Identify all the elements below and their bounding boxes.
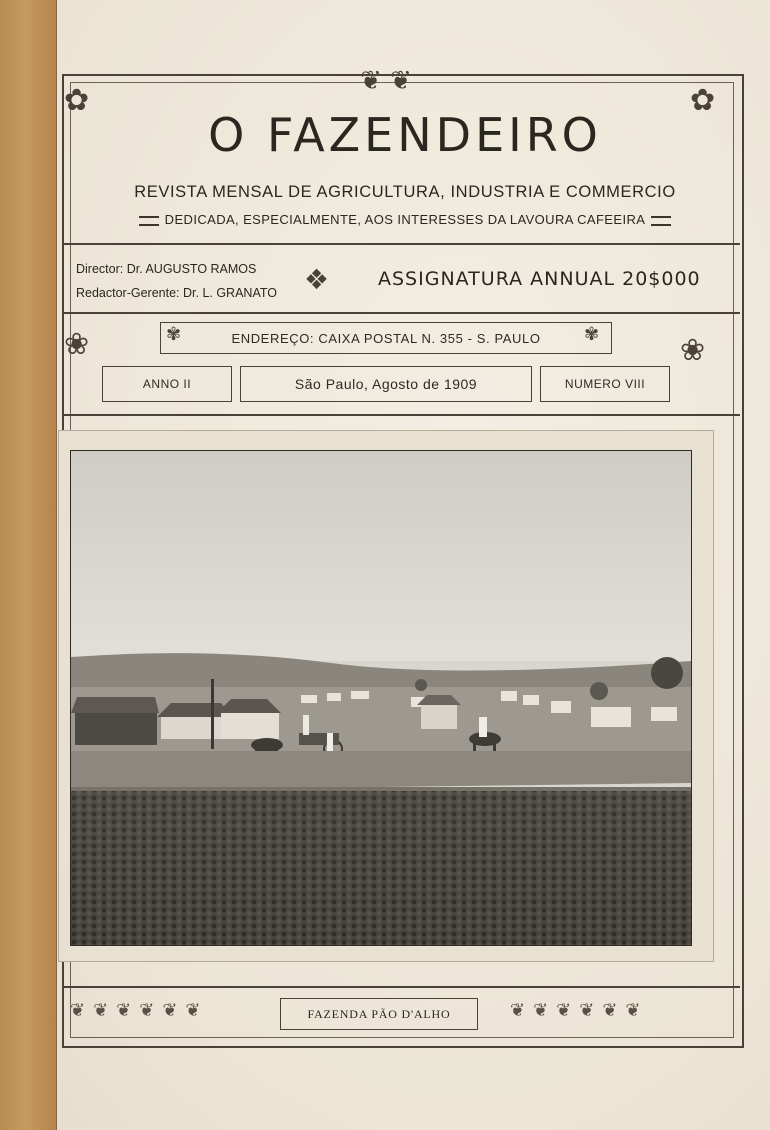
divider: [62, 986, 740, 988]
side-flower-icon: ❀: [64, 327, 90, 362]
divider: [62, 243, 740, 245]
clover-ornament-icon: ❖: [304, 263, 330, 296]
divider: [62, 414, 740, 416]
year-box: [102, 366, 232, 402]
top-flourish-icon: ❦ ❦: [360, 66, 412, 96]
date-box: [240, 366, 532, 402]
issue-date: São Paulo, Agosto de 1909: [294, 376, 478, 392]
photo-caption-box: [280, 998, 478, 1030]
address-box: [160, 322, 612, 354]
right-vine-ornament-icon: ❦❦❦❦❦❦: [510, 1000, 649, 1021]
address-text: ENDEREÇO: CAIXA POSTAL N. 355 - S. PAULO: [231, 330, 541, 346]
dedication-line: [60, 212, 750, 227]
photo-caption: FAZENDA PÃO D'ALHO: [307, 1006, 451, 1021]
binding-tape: [0, 0, 57, 1130]
farm-photograph: [70, 450, 692, 946]
address-flower-icon: ✾: [166, 324, 182, 345]
issue-year: ANNO II: [142, 377, 192, 391]
corner-flower-icon: ✿: [64, 83, 90, 118]
rule-ornament: [651, 216, 671, 226]
magazine-subtitle: REVISTA MENSAL DE AGRICULTURA, INDUSTRIA E COMMERCIO: [134, 183, 676, 201]
dedication-text: DEDICADA, ESPECIALMENTE, AOS INTERESSES DA LAVOURA CAFEEIRA: [164, 212, 646, 227]
director-line: Director: Dr. AUGUSTO RAMOS: [76, 262, 257, 276]
rule-ornament: [139, 216, 159, 226]
farm-landscape-image: [71, 451, 691, 945]
side-flower-icon: ❀: [680, 333, 706, 368]
divider: [62, 312, 740, 314]
magazine-title: O FAZENDEIRO: [208, 108, 602, 162]
left-vine-ornament-icon: ❦❦❦❦❦❦: [70, 1000, 209, 1021]
editor-line: Redactor-Gerente: Dr. L. GRANATO: [76, 286, 277, 300]
corner-flower-icon: ✿: [690, 83, 716, 118]
address-flower-icon: ✾: [584, 324, 600, 345]
issue-number: NUMERO VIII: [564, 377, 646, 391]
number-box: [540, 366, 670, 402]
subscription-price: ASSIGNATURA ANNUAL 20$000: [378, 268, 701, 290]
